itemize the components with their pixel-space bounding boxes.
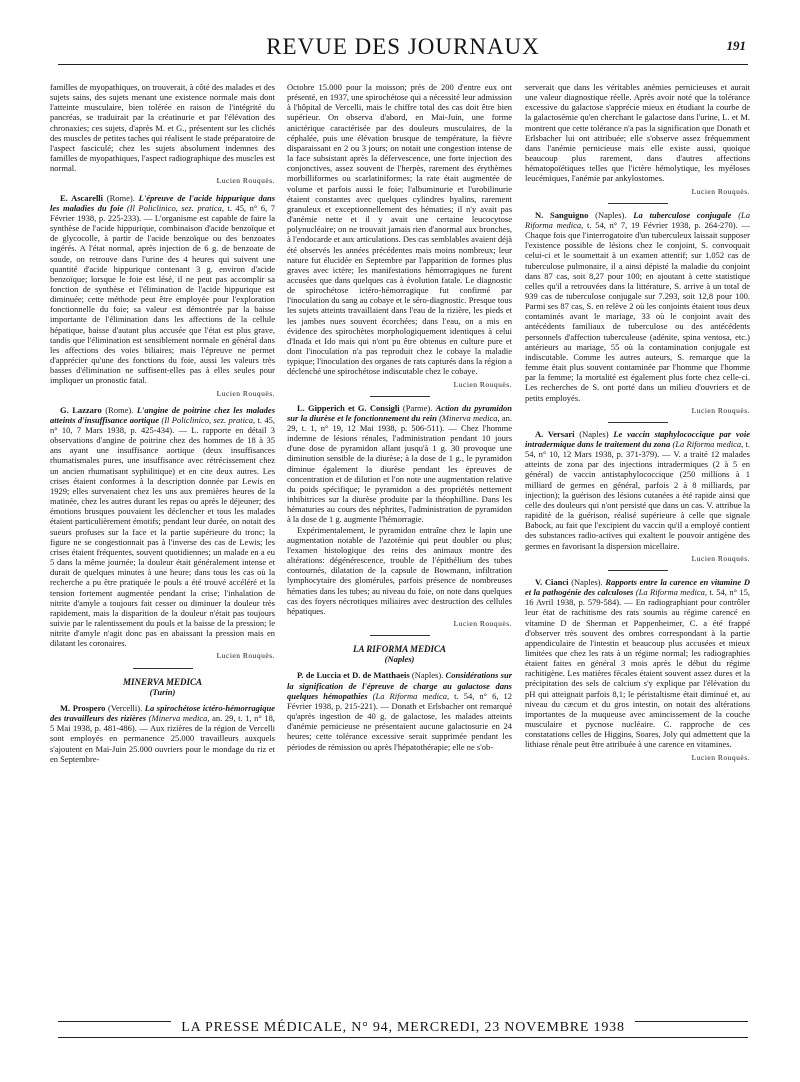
- entry-body: t. 54, n° 10, 12 Mars 1938, p. 371-379). — V. a traité 12 malades atteints de zona par des injections intradermiques (2 à 5 en général) de vaccin antistaphylococcique (250 millions à 1 milliard de germes en général, parfois 2 à 8 milliards, par injection); la guérison des lésions cutanées a été rapide ainsi que celle des douleurs qui n'ont persisté que dans un cas. V. attribue la rapidité de la guérison, réalisé supérieure à celle que signale Babock, au fait que l'excipient du vaccin qu'il a employé contient des substances radio-actives qui exaltent le pouvoir antigène des germes en favorisant la dispersion micellaire.: [525, 439, 751, 551]
- entry-body: an. 29, t. 1, n° 18, 5 Mai 1938, p. 481-486). — Aux rizières de la région de Vercelli sont employés en permanence 25.000 travailleurs auxquels s'ajoutent en Mai-Juin 25.000 ouvriers pour le mondage du riz et en Septembre-: [50, 713, 275, 764]
- entry-title: Considérations sur la signification de l'épreuve de charge au galactose dans quelques hémopathies: [287, 670, 513, 701]
- entry-journal: (Minerva medica,: [146, 713, 213, 724]
- column-right: [525, 82, 750, 769]
- entry-author: L. Gipperich et G. Consigli: [297, 402, 400, 413]
- page-header: [58, 32, 748, 62]
- entry-place: (Rome).: [103, 192, 139, 203]
- entry-title: L'épreuve de l'acide hippurique dans les maladies du foie: [50, 192, 276, 213]
- entry-place: (Naples).: [588, 209, 634, 220]
- signature: Lucien Rouquès.: [691, 553, 750, 563]
- separator-rule: [608, 422, 668, 423]
- entry-title: La spirochétose ictéro-hémorragique des travailleurs des rizières: [50, 702, 275, 724]
- journal-section-city: (Naples): [384, 654, 415, 665]
- entry-place: (Parme).: [399, 402, 436, 413]
- entry-journal: (Il Policlinico, sez. pratica,: [123, 202, 228, 213]
- entry-author: G. Lazzaro: [60, 404, 102, 415]
- entry-author: M. Prospero: [60, 702, 106, 713]
- review-entry: [525, 210, 750, 403]
- separator-rule: [370, 635, 430, 636]
- entry-body: t. 54, n° 7, 19 Février 1938, p. 264-270). — Chaque fois que l'interrogatoire d'un tuberculeux laissait supposer l'existence possible de lésions chez le conjoint, S. convoquait celui-ci et le soumettait à un examen attentif; sur 1.052 cas de tuberculose pulmonaire, il a ainsi dépisté la maladie du conjoint dans 87 cas, soit 8,27 pour 100; en ajoutant à cette statistique celles qu'il a retrouvées dans la littérature, S. arrive à un total de 939 cas de tuberculose conjugale sur 7.293, soit 12,8 pour 100. Parmi ses 87 cas, S. en relève 2 où les conjoints étaient tous deux contaminés avant le mariage, 33 où le conjoint avait des antécédents familiaux de tuberculose ou des antécédents personnels d'affection tuberculeuse (adénite, spina ventosa, etc.) antérieurs au mariage, 55 où la contamination conjugale est indiscutable. Comme les autres auteurs, S. remarque que la femme était plus souvent contaminée par l'homme que l'homme par la femme; la mortalité est également plus forte chez celle-ci. Les recherches de S. ont porté dans un milieu d'ouvriers et de petits employés.: [525, 219, 750, 403]
- entry-place: (Vercelli).: [105, 702, 145, 713]
- entry-body: t. 54, n° 6, 12 Février 1938, p. 215-221). — Donath et Erlsbacher ont remarqué qu'après ingestion de 40 g. de galactose, les malades atteints d'anémie pernicieuse ne présentaient aucune galactosurie en 24 heures; cette tolérance excessive serait supprimée pendant les périodes de rémission ou après l'hépatothérapie; elle ne s'ob-: [287, 690, 513, 752]
- separator-rule: [370, 396, 430, 397]
- paragraph: serverait que dans les véritables anémies pernicieuses et aurait une valeur diagnostique réelle. Après avoir noté que la tolérance excessive du galactose s'apprécie mieux en étudiant la courbe de la galactosémie qu'en cherchant le galactose dans l'urine, L. et M. montrent que cette tolérance n'a pas la signification que Donath et Erlsbacher lui ont attribuée; elle s'observe assez fréquemment dans l'anémie pernicieuse mais elle existe aussi, quoique beaucoup plus rarement, dans d'autres affections hématopoïétiques telles que l'ictère hémolytique, les myéloses leucémiques, l'anémie par ankylostomes.: [525, 82, 750, 184]
- paragraph: familles de myopathiques, on trouverait, à côté des malades et des sujets sains, des sujets menant une existence normale mais dont l'atteinte musculaire, bien tolérée en raison de l'intégrité du pancréas, se traduirait par la créatinurie et par l'élévation des chronaxies; ces sujets, d'après M. et G., présentent sur les clichés des muscles de petites taches qui réalisent le stade préparatoire de l'aspect fasciculé; chez les sujets absolument indemnes des familles de myopathiques, l'aspect radiographique des muscles est normal.: [50, 82, 275, 174]
- page-footer: [58, 1018, 748, 1036]
- entry-journal: (Il Policlinico, sez. pratica,: [158, 414, 258, 425]
- journal-section-city: (Turin): [149, 686, 176, 697]
- journal-section-title: LA RIFORMA MEDICA: [352, 644, 447, 655]
- entry-author: A. Versari: [535, 428, 575, 439]
- footer-text: LA PRESSE MÉDICALE, N° 94, MERCREDI, 23 NOVEMBRE 1938: [171, 1020, 635, 1035]
- review-entry: [287, 403, 512, 525]
- signature: Lucien Rouquès.: [691, 752, 750, 762]
- entry-author: P. de Luccia et D. de Matthaeis: [297, 670, 410, 681]
- entry-place: (Naples).: [568, 576, 606, 587]
- entry-title: Le vaccin staphylococcique par voie intradermique dans le traitement du zona: [525, 428, 750, 449]
- entry-body: t. 45, n° 6, 7 Février 1938, p. 225-233). — L'organisme est capable de faire la synthèse de l'acide hippurique, combinaison d'acide benzoïque et de glycocolle, à partir de l'acide benzoïque ou des benzoates ingérés. A l'état normal, après injection de 6 g. de benzoate de soude, on retrouve dans l'urine des 4 heures qui suivent une quantité d'acide hippurique contenant 3 g. environ d'acide benzoïque; lorsque le foie est lésé, il ne peut pas accomplir sa fonction de synthèse et l'élimination de l'acide hippurique est diminuée; cette méthode peut être employée pour l'exploration fonctionnelle du foie; sa valeur est démontrée par la baisse importante de l'élimination dans les affections de la cellule hépatique, baisse d'autant plus accusée que l'état est plus grave, tandis que l'élimination est sensiblement normale en général dans les affections des voies biliaires; mais l'épreuve ne permet d'apprécier qu'une des fonctions du foie, aussi les valeurs très basses d'élimination ne suffisent-elles pas à elles seules pour impliquer un pronostic fatal.: [50, 202, 275, 386]
- signature: Lucien Rouquès.: [453, 379, 512, 389]
- entry-title: L'angine de poitrine chez les malades atteints d'insuffisance aortique: [50, 404, 276, 425]
- page-number: 191: [726, 38, 746, 53]
- review-entry: [287, 670, 512, 751]
- signature: Lucien Rouquès.: [453, 618, 512, 628]
- entry-journal: (La Riforma medica,: [670, 439, 746, 449]
- entry-body: t. 54, n° 15, 16 Avril 1938, p. 579-584). — En radiographiant pour contrôler leur état de rachitisme des rats soumis au régime carencé en vitamine D de Sherman et Pappenheimer, C. a été frappé d'observer très souvent des ombres correspondant à la partie appendiculaire de l'intestin et beaucoup plus accusées et mieux limitées que chez les rats à un régime normal; les radiographies étaient faites en général 3 mois après le début du régime rachitigène. Les matières fécales étaient souvent assez dures et la précipitation des sels de calcium s'y explique par l'élévation du pH qui atteignait parfois 8,1; le péristaltisme était diminué et, au niveau du cæcum et du gros intestin, on notait des altérations importantes de la muqueuse avec amincissement de la couche musculaire et pycnose nucléaire. C. rapproche de ces constatations celles de Higgins, Soares, Joly qui admettent que la lithiase rénale peut être attribuée à une carence en vitamines.: [525, 587, 751, 750]
- review-entry: [50, 703, 275, 764]
- entry-author: V. Cianci: [535, 576, 569, 587]
- separator-rule: [608, 203, 668, 204]
- signature: Lucien Rouquès.: [691, 405, 750, 415]
- entry-title: Action du pyramidon sur la diurèse et le fonctionnement du rein: [287, 402, 512, 423]
- review-entry: [50, 193, 275, 386]
- journal-section-title: MINERVA MEDICA: [123, 676, 202, 687]
- paragraph: Expérimentalement, le pyramidon entraîne chez le lapin une augmentation notable de l'azotémie qui peut doubler ou plus; l'examen histologique des reins des animaux montre des altérations: dégénérescence, trouble de l'épithélium des tubes contournés, dilatation de la capsule de Bowmann, infiltration lymphocytaire des glomérules, parfois présence de nombreuses hématies dans les tubes; au niveau du foie, on note dans quelques cas des foyers nécrotiques miliaires avec destruction des cellules hépatiques.: [287, 524, 512, 616]
- paragraph: Octobre 15.000 pour la moisson; près de 200 d'entre eux ont présenté, en 1937, une spirochétose qui a nécessité leur admission à l'hôpital de Vercelli, mais le chiffre total des cas doit être bien supérieur. On observa d'abord, en Mai-Juin, une forme anictérique caractérisée par des douleurs musculaires, de la céphalée, puis une élévation brusque de température, la fièvre disparaissant en 2 ou 3 jours; on notait une congestion intense de la face subsistant après la défervescence, une forte injection des conjonctives, assez souvent de l'herpès, rarement des érythèmes morbilliformes ou scarlatiniformes; la rate était augmentée de volume et parfois aussi le foie; l'albuminurie et l'urobilinurie étaient constantes avec quelques cylindres hyalins, rarement granuleux et exceptionnellement des hématies; il n'y avait pas d'anémie nette et il y avait une certaine leucocytose polynucléaire; on ne trouvait jamais rien d'anormal aux bronches, à l'endocarde et aux articulations. Des cas semblables avaient déjà été observés les années précédentes mais moins nombreux; leur nature fut élucidée en Septembre par l'apparition de formes plus graves avec ictère; les manifestations hémorragiques ne furent accusées que dans quelques cas à évolution fatale. Le diagnostic de spirochétose ictéro-hémorragique fut confirmé par l'inoculation du sang au cobaye et le séro-diagnostic. Presque tous les sujets atteints travaillaient dans l'eau de la rizière, les pieds et les jambes nues souvent écorchées; dans l'eau, on a mis en évidence des spirochètes morphologiquement identiques à celui d'Inada et Ido mais qui n'ont pu être obtenus en culture pure et dont l'inoculation n'a pas reproduit chez le cobaye la maladie typique; l'inoculation des organes de rats capturés dans la région a déclenché une spirochétose indiscutable chez le cobaye.: [287, 82, 512, 377]
- signature: Lucien Rouquès.: [691, 186, 750, 196]
- review-entry: [525, 577, 750, 750]
- entry-journal: (La Riforma medica,: [633, 587, 710, 598]
- entry-place: (Naples): [574, 428, 614, 439]
- signature: Lucien Rouquès.: [216, 651, 275, 661]
- footer-rule-bottom: [58, 1037, 748, 1038]
- entry-title: La tuberculose conjugale: [633, 209, 732, 220]
- signature: Lucien Rouquès.: [216, 388, 275, 398]
- separator-rule: [133, 668, 193, 669]
- review-entry: [525, 429, 750, 551]
- entry-place: (Rome).: [101, 404, 137, 415]
- entry-place: (Naples).: [409, 670, 446, 681]
- entry-journal: (Minerva medica,: [436, 412, 502, 423]
- header-rule: [58, 64, 748, 65]
- entry-author: E. Ascarelli: [60, 192, 104, 203]
- running-title: REVUE DES JOURNAUX: [266, 34, 540, 59]
- entry-body: an. 29, t. 1, n° 19, 12 Mai 1938, p. 506-511). — Chez l'homme indemne de lésions rénales, l'administration pendant 10 jours d'une dose de pyramidon allant jusqu'à 1 g. 30 provoque une diminution sensible de la diurèse; à la dose de 1 g., le pyramidon diminue également la diurèse pendant les épreuves de concentration et de dilution et l'on note une augmentation relative du poids spécifique; le pyramidon a des propriétés nettement inhibitrices sur la diurèse produite par la théophilline. Dans les hématuries au cours des néphrites, l'administration de pyramidon à la dose de 1 g. augmente l'hémorragie.: [287, 412, 513, 525]
- review-entry: [50, 405, 275, 649]
- column-left: [50, 82, 275, 764]
- signature: Lucien Rouquès.: [216, 176, 275, 186]
- entry-body: t. 45, n° 10, 7 Mars 1938, p. 425-434). — L. rapporte en détail 3 observations d'angine de poitrine chez des hommes de 18 à 35 ans ayant une insuffisance aortique (deux insuffisances rhumatismales pures, une insuffisance avec rétrécissement chez un ancien rhumatisant syphilitique) et en cite deux autres. Les crises étaient conformes à la description donnée par Lewis en 1929; elles survenaient chez les uns aux premières heures de la matinée, chez les autres durant les repas ou après le déjeuner; des émotions brusques pouvaient les déclencher et tous les malades étaient particulièrement émotifs; pendant leur durée, on notait des sueurs profuses sur la face et la partie supérieure du tronc; la figure ne se congestionnait pas à l'inverse des cas de Lewis; les crises étaient fréquentes, souvent quotidiennes; un malade en a eu 5 dans la même journée; la douleur était généralement intense et durait de quelques minutes à une heure; dans tous les cas où la recherche a pu être pratiquée le pouls a été trouvé accéléré et la tension fortement augmentée pendant la crise; l'inhalation de nitrite d'amyle a toujours fait cesser ou diminuer la douleur très rapidement, mais la disparition de la douleur n'était pas toujours suivie par le ralentissement du pouls et la baisse de la pression; le nitrite d'amyle n'agit donc pas en abaissant la pression mais en dilatant les coronaires.: [50, 414, 275, 649]
- separator-rule: [608, 570, 668, 571]
- entry-journal: (La Riforma medica,: [367, 690, 455, 701]
- entry-author: N. Sanguigno: [535, 209, 589, 220]
- entry-journal: (La Riforma medica,: [525, 209, 751, 230]
- entry-title: Rapports entre la carence en vitamine D et la pathogénie des calculoses: [525, 576, 751, 598]
- column-middle: [287, 82, 512, 752]
